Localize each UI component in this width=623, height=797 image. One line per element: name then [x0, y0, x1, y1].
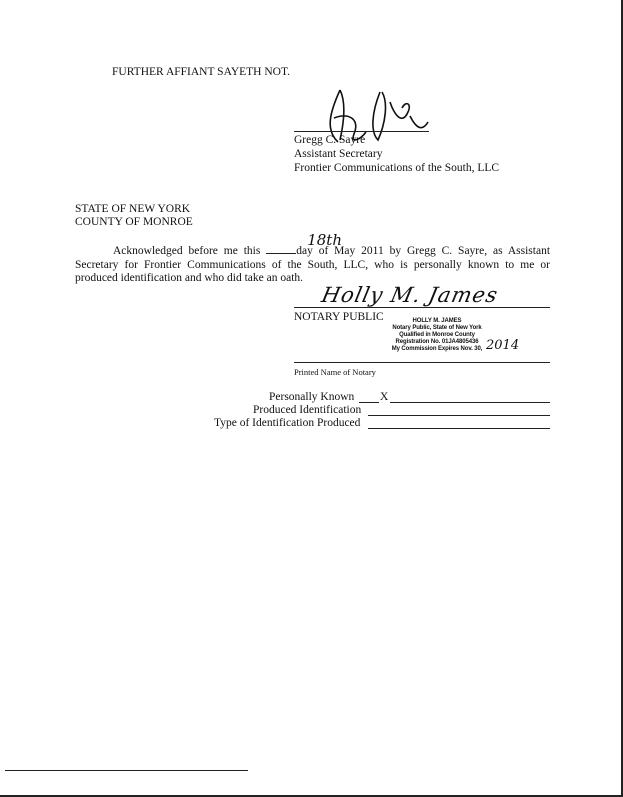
- stamp-line: My Commission Expires Nov. 30,: [391, 346, 483, 352]
- stamp-line: Notary Public, State of New York: [392, 325, 482, 331]
- personally-known-blank-b: [390, 402, 550, 403]
- printed-name-label: Printed Name of Notary: [294, 367, 376, 377]
- printed-name-line: [294, 362, 550, 363]
- notary-signature-line: [294, 307, 550, 308]
- ack-pre: Acknowledged before me this: [113, 245, 261, 257]
- venue-state: STATE OF NEW YORK: [75, 203, 191, 215]
- affiant-signature-line: [294, 131, 429, 132]
- stamp-line: Registration No. 01JA4805436: [395, 339, 479, 345]
- personally-known-label: Personally Known: [269, 391, 355, 403]
- footnote-rule: [5, 770, 248, 771]
- stamp-line: HOLLY M. JAMES: [412, 318, 462, 324]
- stamp-year-handwritten: 2014: [486, 338, 520, 353]
- type-of-identification-blank: [368, 428, 550, 429]
- venue-county: COUNTY OF MONROE: [75, 216, 193, 228]
- ack-day-blank: [266, 231, 342, 254]
- stamp-line: Qualified in Monroe County: [399, 332, 475, 338]
- further-affiant-heading: FURTHER AFFIANT SAYETH NOT.: [112, 66, 291, 78]
- ack-day-handwritten: 18th: [307, 231, 342, 249]
- notary-signature: Holly M. James: [319, 283, 501, 307]
- personally-known-value: X: [380, 391, 389, 403]
- notary-public-label: NOTARY PUBLIC: [294, 311, 384, 323]
- ack-post: day of May 2011 by Gregg C. Sayre, as Assistant Secretary for Frontier Communications of the South, LLC, who is personally known to me or produced identification and who did take an oath.: [75, 245, 551, 284]
- type-of-identification-label: Type of Identification Produced: [214, 417, 361, 429]
- affiant-company: Frontier Communications of the South, LLC: [294, 162, 500, 174]
- affiant-title: Assistant Secretary: [294, 148, 383, 160]
- personally-known-blank-a: [359, 402, 379, 403]
- produced-identification-label: Produced Identification: [253, 404, 362, 416]
- produced-identification-blank: [368, 415, 550, 416]
- acknowledgment-paragraph: [75, 231, 551, 286]
- affiant-name: Gregg C. Sayre: [294, 134, 366, 146]
